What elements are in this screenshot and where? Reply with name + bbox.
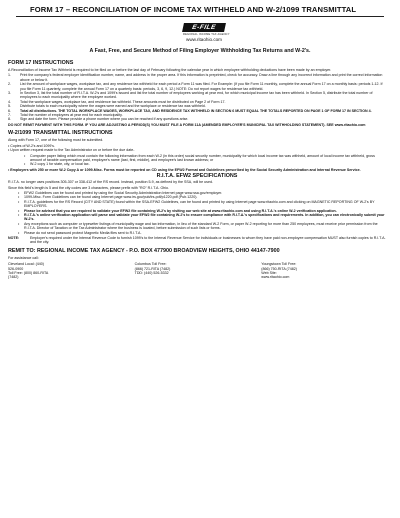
efile-logo-mark: E-FILE <box>182 23 226 32</box>
content <box>8 60 386 280</box>
efw2-item: • Any exceptions such as computer or typewriter listings of municipality wage and tax information, in lieu of the standard W-2 Form, or paper W-2 reporting for more than 250 employees, must receive prior permission from the R.I.T.A. Director of Taxation or the Tax Administrator where the business is located, before submission of such lists or forms. <box>18 221 378 231</box>
instructions-steps <box>8 73 386 121</box>
transmittal-options <box>8 144 386 153</box>
efw2-items <box>18 191 386 235</box>
efw2-item: • 1099-Misc. Form Guidelines can be found using Internet page www.irs.gov/pub/irs-pdf/p1220.pdf (Pub.1220). <box>18 195 198 200</box>
page-title: FORM 17 – RECONCILIATION OF INCOME TAX WITHHELD AND W-2/1099 TRANSMITTAL <box>30 5 357 14</box>
step-item: 4. Total the workplace wages, workplace tax, and residence tax withheld. These amounts must be distributed on Page 2 of Form 17. <box>8 99 226 104</box>
step-item: 3. In Section 3, list the total number of R.I.T.A. W-2's and 1099's issued and list the total number of employees working at year end, for which municipal income tax has been withheld. In Section 5, distribute the total number of employees to each municipality where the employee worked. <box>8 91 373 100</box>
title-rule <box>16 16 384 17</box>
assistance-label: For assistance call: <box>8 255 39 260</box>
instructions-heading: FORM 17 INSTRUCTIONS <box>8 60 74 66</box>
contact-block: Columbus Toll Free: (866) 721-RITA (7482) TDD: (440) 526-5332 <box>134 262 171 276</box>
tagline: A Fast, Free, and Secure Method of Filing Employer Withholding Tax Returns and W-2's. <box>89 48 311 54</box>
efw2-item: • Please be advised that you are required to validate your EFW2 file containing W-2's by visiting our web site at www.ritaohio.com and using R.I.T.A.'s online W-2 verification application. <box>18 208 337 213</box>
contacts <box>8 262 386 280</box>
efw2-intro-2: Since this field's length is 5 and the city codes are 3 characters, please prefix with "RO" R.I.T.A. Ohio. <box>8 185 170 190</box>
step-item: 2. List the amount of workplace wages, workplace tax, and any residence tax withheld for each period a Form 11 was filed. For Example: (If you file Form 11 monthly, complete the annual Form 17 on a monthly basis: periods 1-12. If you file Form 11 quarterly, complete the annual Form 17 on a quarterly basis: periods, 3, 6, 9, 12.) NOTE: Do not report wages for residence tax withheld. <box>8 82 383 91</box>
efile-logo-tag: REGIONAL INCOME TAX AGENCY <box>183 33 230 36</box>
payment-warning: DO NOT REMIT PAYMENT WITH THIS FORM. IF YOU ARE ADJUSTING A PERIOD(S) YOU MUST FILE A FORM 11A (AMENDED EMPLOYER'S MUNICIPAL TAX WITHHOLDING STATEMENT). SEE www.ritaohio.com <box>8 122 366 127</box>
efw2-note: NOTE: Employer's required under the Internal Revenue Code to furnish 1099's to the Internal Revenue Service for individuals or businesses to whom they have paid non-employee compensation MUST also furnish copies to R.I.T.A. and the city. <box>8 236 386 245</box>
efw2-heading: R.I.T.A. EFW2 SPECIFICATIONS <box>156 173 238 180</box>
transmittal-sub-options <box>24 154 386 167</box>
sub-option: • Computer paper listing which must contain the following information from each W-2 (in this order) social security number, municipality for which local income tax was withheld, amount of local income tax withheld, gross amount of taxable compensation paid, employee's name (last, first, middle), and employee's last known address; or <box>24 153 375 162</box>
transmittal-option: • Copies of W-2's and 1099's. <box>8 143 55 148</box>
step-item: 1. Print the company's federal employer identification number, name, and address in the proper area. If this information is preprinted, check for accuracy. Draw a line through any incorrect information and print the correct information above or below it. <box>8 73 383 82</box>
efile-logo-url[interactable]: www.ritaohio.com <box>186 37 222 42</box>
transmittal-heading: W-2/1099 TRANSMITTAL INSTRUCTIONS <box>8 130 113 137</box>
efw2-intro-1: R.I.T.A. no longer uses positions 305-307 or 338-412 of the RS record. Instead, position 5-9, as defined by the SSA, will be used. <box>8 180 213 185</box>
efile-logo <box>183 23 230 42</box>
contact-block: Youngstown Toll Free: (866) 750-RITA (7482) Web Site: www.ritaohio.com <box>261 262 297 280</box>
efw2-requirement: • Employers with 250 or more W-2 Copy A or 1099-Misc. Forms must be reported on CD using the EFW2 Format and Guidelines prescribed by the Social Security Administration and Internal Revenue Service. <box>8 167 361 172</box>
efw2-item: • EFW2 Guidelines can be found and printed by using the Social Security Administration Internet page www.ssa.gov/employer. <box>18 190 223 195</box>
efw2-item: • R.I.T.A. guidelines for the RS Record (CITY AND STATE) found within the SSA-EFW2 Guidelines, can be found and printed by using Internet page www.ritaohio.com and clicking on MAGNETIC REPORTING OF W-2's BY EMPLOYERS. <box>18 199 375 209</box>
remit-address: REMIT TO: REGIONAL INCOME TAX AGENCY - P.O. BOX 477900 BROADVIEW HEIGHTS, OHIO 44147-7900 <box>8 247 280 254</box>
step-item: 8. Sign and date the form. Please provide a phone number where you can be reached if any questions arise. <box>8 117 189 122</box>
step-item: 7. Total the number of employees at year end for each municipality. <box>8 113 123 118</box>
step-item: 6. Total all distributions. THE TOTAL WORKPLACE WAGES, WORKPLACE TAX, AND RESIDENCE TAX WITHHELD IN SECTION 6 MUST EQUAL THE TOTALS REPORTED ON PAGE 1 OF FORM 17 IN SECTION 4. <box>8 108 372 113</box>
efw2-item: • R.I.T.A.'s online verification application will parse and validate your EFW2 file containing W-2's to ensure compliance with R.I.T.A.'s specifications and requirements. In addition, you can electronically submit your W-2's. <box>18 212 385 222</box>
transmittal-option: • Upon written request made to the Tax Administrator on or before the due date- <box>8 148 135 153</box>
contact-block: Cleveland Local: (440) 526-0900 Toll Free: (800) 860-RITA (7482) <box>8 262 49 280</box>
instructions-intro: A Reconciliation of Income Tax Withheld is required to be filed on or before the last day of February following the calendar year in which employee withholding deductions have been made by an employer. <box>8 68 332 72</box>
efw2-item: • Please do not send password protect Magnetic Media files sent to R.I.T.A. <box>18 230 142 235</box>
sub-option: • W-2 copy 1 for state, city, or local tax. <box>24 162 90 167</box>
step-item: 5. Distribute totals to each municipality where the wages were earned and the workplace or residence tax was withheld. <box>8 104 206 109</box>
transmittal-intro: Along with Form 17, one of the following must be submitted. <box>8 138 104 143</box>
